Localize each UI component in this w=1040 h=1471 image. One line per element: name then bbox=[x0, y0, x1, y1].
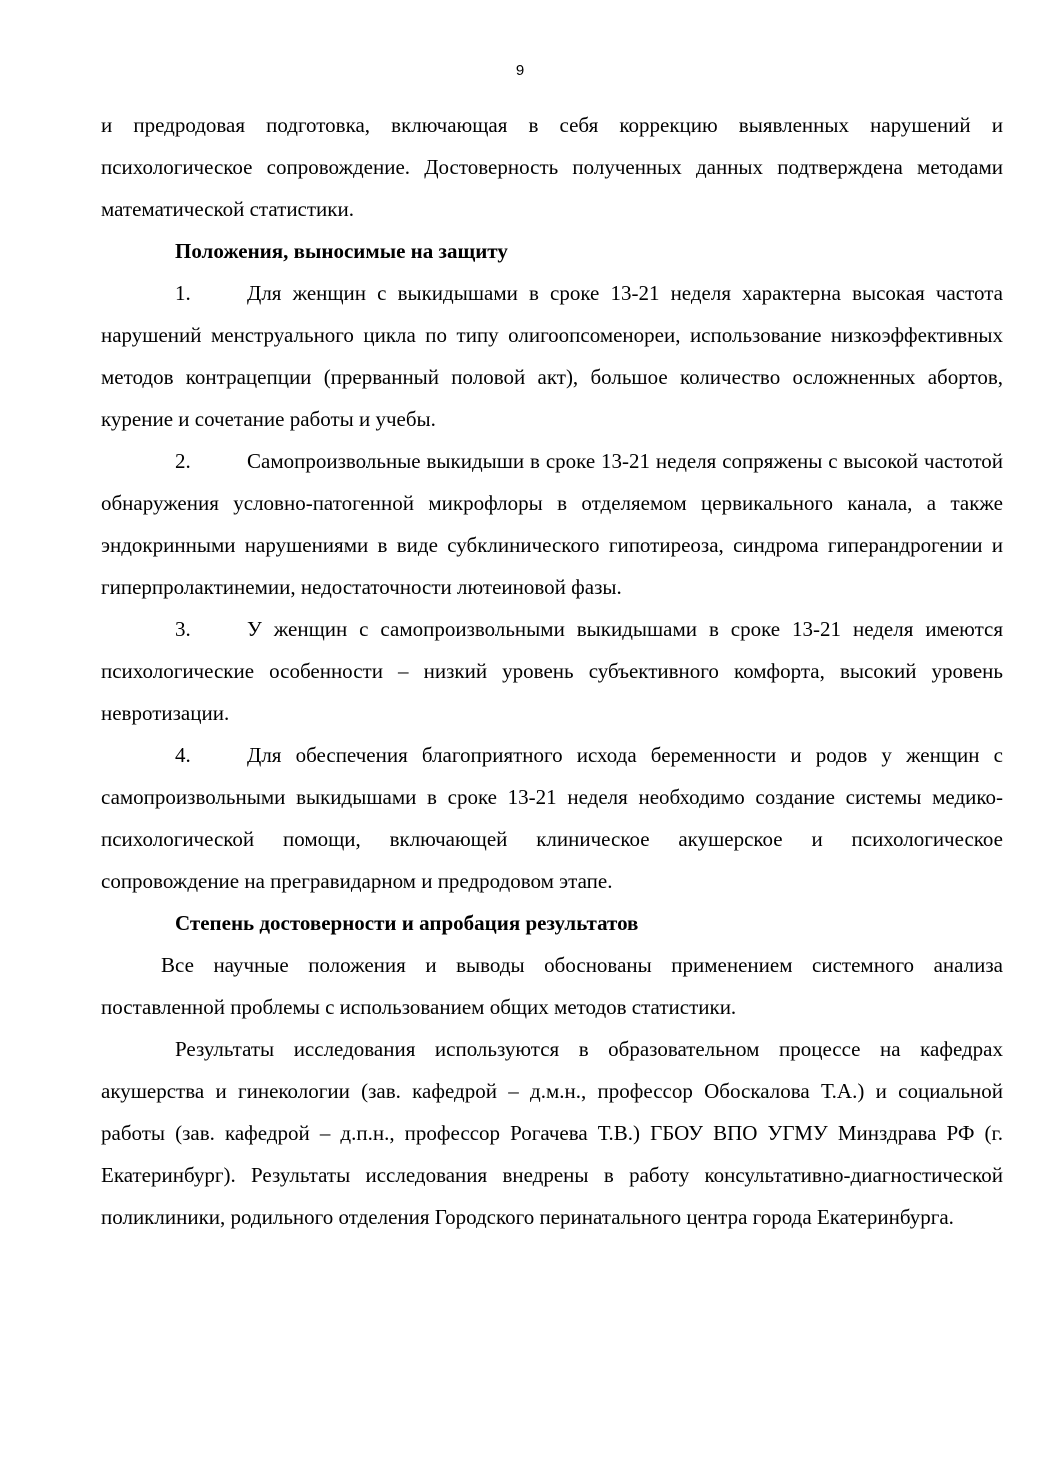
list-item-number: 2. bbox=[175, 449, 191, 473]
document-body bbox=[101, 104, 1003, 1238]
list-item-text: Самопроизвольные выкидыши в сроке 13-21 неделя сопряжены с высокой частотой обнаружения условно-патогенной микрофлоры в отделяемом цервикального канала, а также эндокринными нарушениями в виде субклинического гипотиреоза, синдрома гиперандрогении и гиперпролактинемии, недостаточности лютеиновой фазы. bbox=[101, 449, 1003, 599]
list-item bbox=[101, 272, 1003, 440]
paragraph-results: Результаты исследования используются в образовательном процессе на кафедрах акушерства и гинекологии (зав. кафедрой – д.м.н., профессор Обоскалова Т.А.) и социальной работы (зав. кафедрой – д.п.н., профессор Рогачева Т.В.) ГБОУ ВПО УГМУ Минздрава РФ (г. Екатеринбург). Результаты исследования внедрены в работу консультативно-диагностической поликлиники, родильного отделения Городского перинатального центра города Екатеринбурга. bbox=[101, 1037, 1003, 1229]
paragraph-methods: Все научные положения и выводы обоснованы применением системного анализа поставленной проблемы с использованием общих методов статистики. bbox=[101, 953, 1003, 1019]
page-number: 9 bbox=[515, 62, 525, 79]
list-item-number: 3. bbox=[175, 617, 191, 641]
list-item bbox=[101, 440, 1003, 608]
section-heading-reliability: Степень достоверности и апробация результатов bbox=[175, 911, 639, 935]
list-item-number: 4. bbox=[175, 743, 191, 767]
section-heading-defense: Положения, выносимые на защиту bbox=[175, 239, 508, 263]
list-item-text: У женщин с самопроизвольными выкидышами в сроке 13-21 неделя имеются психологические особенности – низкий уровень субъективного комфорта, высокий уровень невротизации. bbox=[101, 617, 1003, 725]
list-item-number: 1. bbox=[175, 281, 191, 305]
list-item-text: Для обеспечения благоприятного исхода беременности и родов у женщин с самопроизвольными выкидышами в сроке 13-21 неделя необходимо создание системы медико-психологической помощи, включающей клиническое акушерское и психологическое сопровождение на прегравидарном и предродовом этапе. bbox=[101, 743, 1003, 893]
intro-paragraph: и предродовая подготовка, включающая в себя коррекцию выявленных нарушений и психологическое сопровождение. Достоверность полученных данных подтверждена методами математической статистики. bbox=[101, 113, 1003, 221]
list-item-text: Для женщин с выкидышами в сроке 13-21 неделя характерна высокая частота нарушений менструального цикла по типу олигоопсоменореи, использование низкоэффективных методов контрацепции (прерванный половой акт), большое количество осложненных абортов, курение и сочетание работы и учебы. bbox=[101, 281, 1003, 431]
list-item bbox=[101, 608, 1003, 734]
list-item bbox=[101, 734, 1003, 902]
